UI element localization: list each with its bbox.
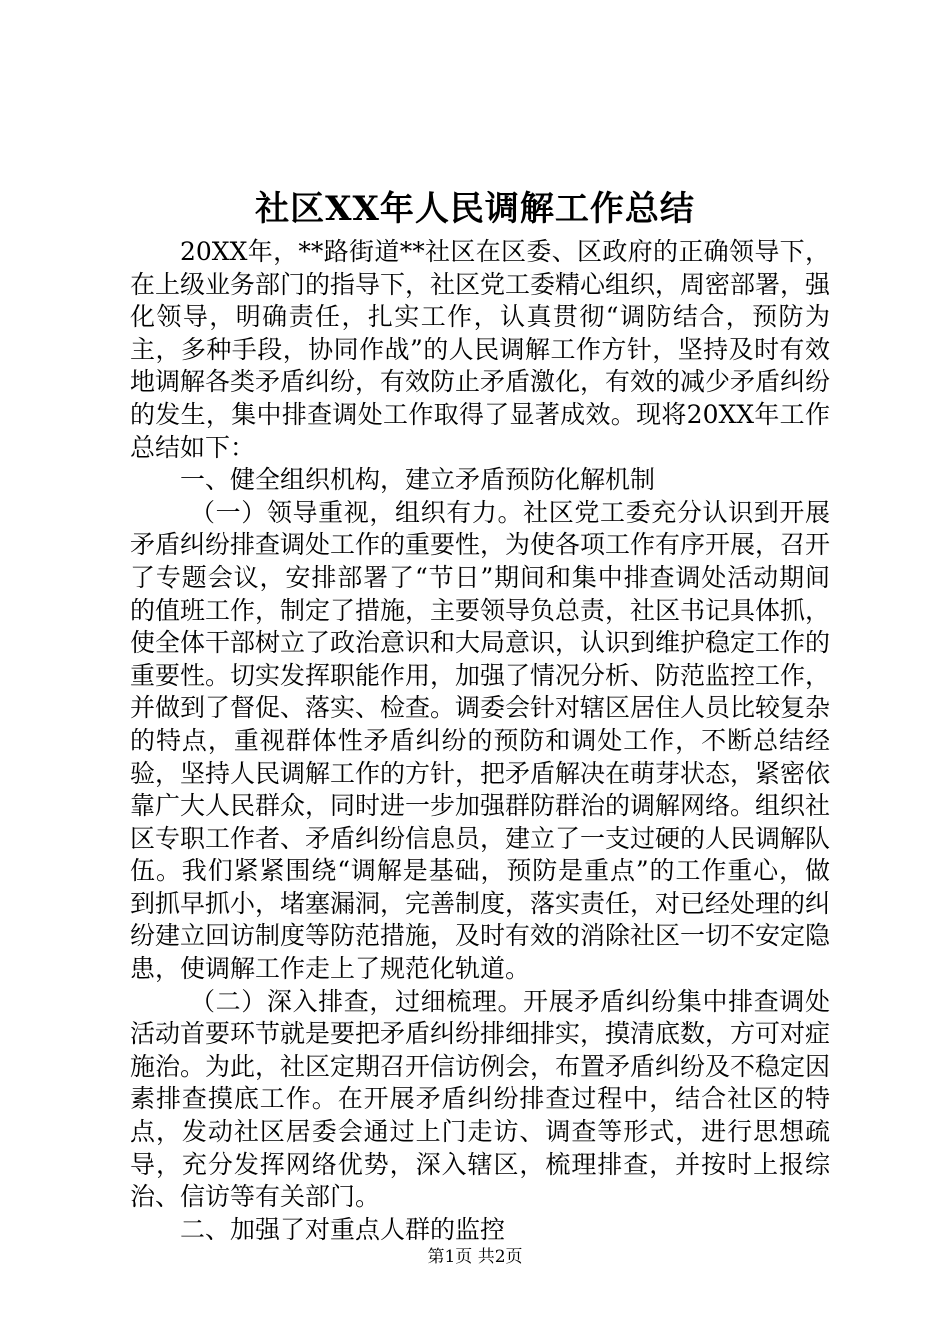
document-title: 社区XX年人民调解工作总结 bbox=[255, 189, 695, 229]
intro-paragraph: 20XX年，**路街道**社区在区委、区政府的正确领导下，在上级业务部门的指导下，社区党工委精心组织，周密部署，强化领导，明确责任，扎实工作，认真贯彻“调防结合，预防为主，多种手段，协同作战”的人民调解工作方针，坚持及时有效地调解各类矛盾纠纷，有效防止矛盾激化，有效的减少矛盾纠纷的发生，集中排查调处工作取得了显著成效。现将20XX年工作总结如下： bbox=[130, 237, 831, 462]
page-footer: 第1页 共2页 bbox=[427, 1247, 523, 1267]
section-heading-2: 二、加强了对重点人群的监控 bbox=[180, 1214, 506, 1244]
section-heading-1: 一、健全组织机构，建立矛盾预防化解机制 bbox=[180, 465, 656, 495]
subsection-paragraph-1: （一）领导重视，组织有力。社区党工委充分认识到开展矛盾纠纷排查调处工作的重要性，为使各项工作有序开展，召开了专题会议，安排部署了“节日”期间和集中排查调处活动期间的值班工作，制定了措施，主要领导负总责，社区书记具体抓，使全体干部树立了政治意识和大局意识，认识到维护稳定工作的重要性。切实发挥职能作用，加强了情况分析、防范监控工作，并做到了督促、落实、检查。调委会针对辖区居住人员比较复杂的特点，重视群体性矛盾纠纷的预防和调处工作，不断总结经验，坚持人民调解工作的方针，把矛盾解决在萌芽状态，紧密依靠广大人民群众，同时进一步加强群防群治的调解网络。组织社区专职工作者、矛盾纠纷信息员，建立了一支过硬的人民调解队伍。我们紧紧围绕“调解是基础，预防是重点”的工作重心，做到抓早抓小，堵塞漏洞，完善制度，落实责任，对已经处理的纠纷建立回访制度等防范措施，及时有效的消除社区一切不安定隐患，使调解工作走上了规范化轨道。 bbox=[130, 497, 831, 984]
subsection-paragraph-2: （二）深入排查，过细梳理。开展矛盾纠纷集中排查调处活动首要环节就是要把矛盾纠纷排细排实，摸清底数，方可对症施治。为此，社区定期召开信访例会，布置矛盾纠纷及不稳定因素排查摸底工作。在开展矛盾纠纷排查过程中，结合社区的特点，发动社区居委会通过上门走访、调查等形式，进行思想疏导，充分发挥网络优势，深入辖区，梳理排查，并按时上报综治、信访等有关部门。 bbox=[130, 986, 831, 1212]
document-body bbox=[130, 236, 830, 1246]
